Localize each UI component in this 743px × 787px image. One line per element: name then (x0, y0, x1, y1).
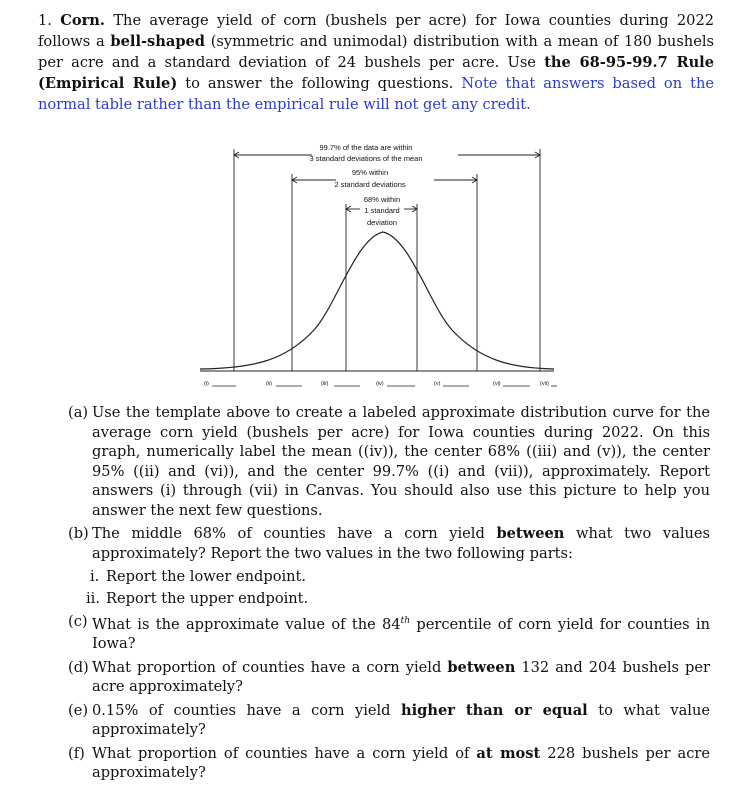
question-list (68, 403, 710, 787)
question-e-label: (e) (68, 701, 89, 719)
question-d-text-1: What proportion of counties have a corn yield (92, 658, 442, 676)
question-b-text-2: what two values approximately? Report the two values in the two following parts: (92, 525, 711, 562)
bell-curve (200, 232, 554, 369)
bold-empirical-rule: the 68-95-99.7 Rule (Empirical Rule) (38, 54, 715, 92)
problem-title: Corn. (60, 12, 105, 29)
question-c-text-2: percentile of corn yield for counties in Iowa? (92, 615, 711, 653)
question-e-text-2: to what value approximately? (92, 701, 710, 739)
label-95-line2: 2 standard deviations (334, 180, 406, 189)
question-a-label: (a) (68, 404, 89, 421)
question-b-label: (b) (68, 525, 89, 542)
question-c-sup: th (400, 616, 411, 626)
bold-bell-shaped: bell-shaped (110, 33, 206, 50)
intro-text-1: The average yield of corn (bushels per acre) for Iowa counties during 2022 follows a (38, 12, 715, 50)
question-e (68, 701, 710, 740)
question-e-bold: higher than or equal (401, 701, 588, 719)
question-d-text-2: 132 and 204 bushels per acre approximately? (92, 658, 710, 696)
label-997-line2: 3 standard deviations of the mean (309, 154, 423, 163)
intro-text-2: (symmetric and unimodal) distribution with a mean of 180 bushels per acre and a standard deviation of 24 bushels per acre. Use (38, 33, 714, 71)
question-f-text-1: What proportion of counties have a corn yield of (92, 744, 470, 762)
question-b-i-label: i. (90, 568, 100, 585)
question-d-label: (d) (68, 658, 89, 676)
question-b-ii-label: ii. (86, 589, 100, 607)
label-95-line1: 95% within (351, 168, 389, 177)
blank-label-vii: (vii) (540, 381, 549, 387)
question-b-i (68, 567, 710, 587)
problem-statement (38, 10, 714, 115)
blank-label-vi: (vi) (493, 381, 501, 387)
question-f-text-2: 228 bushels per acre approximately? (92, 744, 711, 782)
question-c-text-1: What is the approximate value of the 84 (92, 615, 401, 633)
question-a-text: Use the template above to create a labeled approximate distribution curve for the average corn yield (bushels per acre) for Iowa counties during 2022. On this graph, numerically label the mean ((iv)), the center 68% ((iii) and (v)), the center 95% ((ii) and (vi)), and the center 99.7% ((i) and (vii)), approximately. Report answers (i) through (vii) in Canvas. You should also use this picture to help you answer the next few questions. (92, 404, 710, 519)
label-68-line1: 68% within (363, 195, 401, 204)
intro-text-3: to answer the following questions. (185, 75, 454, 92)
question-f-label: (f) (68, 744, 85, 762)
question-c (68, 612, 710, 654)
blank-label-ii: (ii) (266, 381, 273, 387)
blank-label-iv: (iv) (376, 381, 384, 387)
question-c-label: (c) (68, 613, 88, 630)
empirical-rule-template (196, 138, 558, 396)
question-a (68, 403, 710, 520)
question-b-bold: between (496, 525, 565, 542)
question-b (68, 524, 710, 563)
question-e-text-1: 0.15% of counties have a corn yield (92, 701, 391, 719)
question-f (68, 744, 710, 783)
question-d (68, 658, 710, 697)
blank-label-v: (v) (434, 381, 441, 387)
label-997-line1: 99.7% of the data are within (319, 143, 413, 152)
question-b-ii (68, 589, 710, 609)
blank-label-iii: (iii) (321, 381, 329, 387)
question-f-bold: at most (476, 744, 541, 762)
cropped-previous-line (0, 0, 743, 4)
question-d-bold: between (447, 658, 516, 676)
question-b-i-text: Report the lower endpoint. (106, 568, 307, 585)
question-b-ii-text: Report the upper endpoint. (106, 589, 309, 607)
question-b-text-1: The middle 68% of counties have a corn yield (92, 525, 485, 542)
blank-label-i: (i) (204, 381, 209, 387)
problem-number: 1. (38, 12, 52, 29)
label-68-line3: deviation (366, 218, 398, 227)
credit-note: Note that answers based on the normal table rather than the empirical rule will not get any credit. (38, 75, 715, 113)
label-68-line2: 1 standard (364, 206, 400, 215)
